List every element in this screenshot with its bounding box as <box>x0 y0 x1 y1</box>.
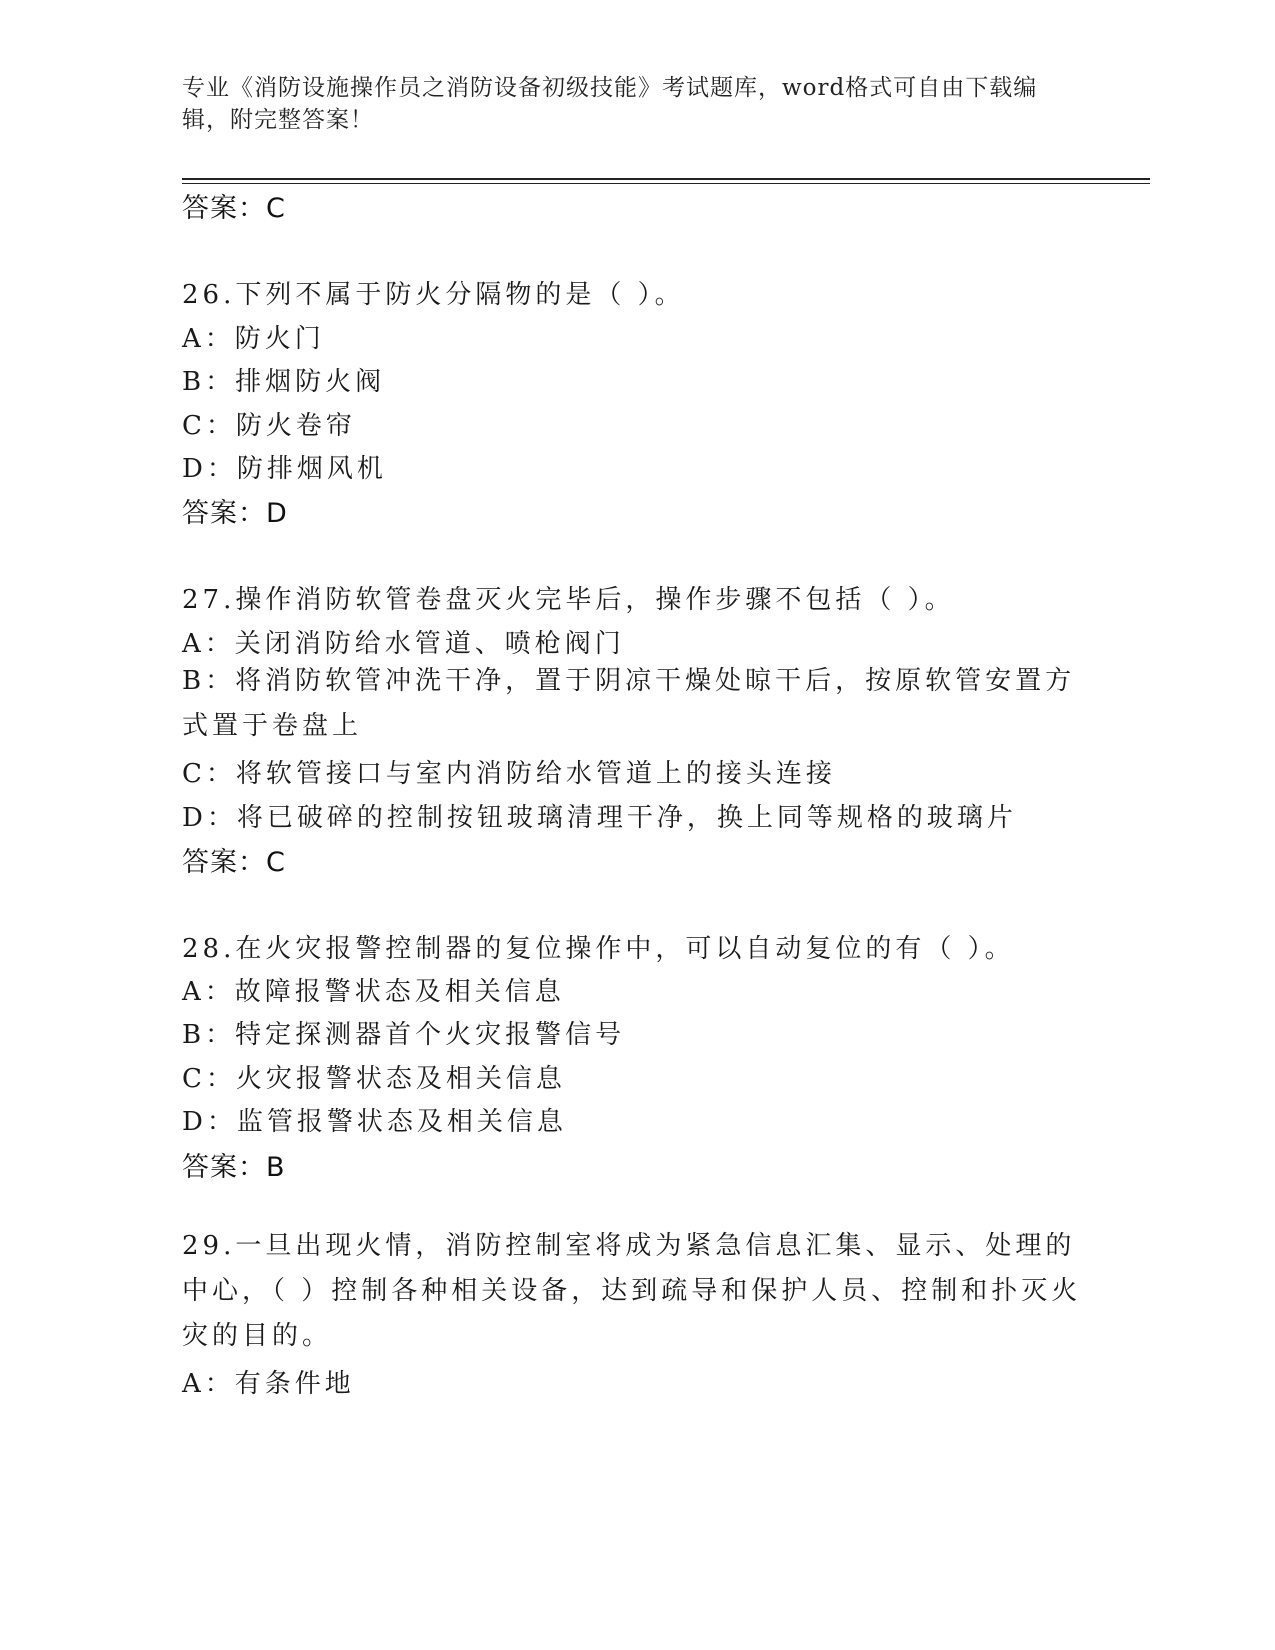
question-27-option-a: A：关闭消防给水管道、喷枪阀门 <box>182 629 625 659</box>
question-26-option-b: B：排烟防火阀 <box>182 367 386 397</box>
question-28-option-c: C：火灾报警状态及相关信息 <box>182 1064 566 1094</box>
question-26-option-d: D：防排烟风机 <box>182 454 387 484</box>
header-divider-thin <box>182 183 1150 184</box>
question-27-option-b: B：将消防软管冲洗干净，置于阴凉干燥处晾干后，按原软管安置方式置于卷盘上 <box>182 666 1076 741</box>
question-27-stem: 27.操作消防软管卷盘灭火完毕后，操作步骤不包括（ ）。 <box>182 585 955 615</box>
question-26-option-a: A：防火门 <box>182 324 325 354</box>
question-27-option-c: C：将软管接口与室内消防给水管道上的接头连接 <box>182 759 836 789</box>
question-26-answer: 答案：D <box>182 498 288 529</box>
header-divider <box>182 178 1150 180</box>
question-29-option-a: A：有条件地 <box>182 1369 355 1399</box>
question-27-answer: 答案：C <box>182 847 286 878</box>
question-28-option-a: A：故障报警状态及相关信息 <box>182 977 565 1007</box>
question-29-stem: 29.一旦出现火情，消防控制室将成为紧急信息汇集、显示、处理的中心，（ ）控制各种相关设备，达到疏导和保护人员、控制和扑灭火灾的目的。 <box>182 1231 1082 1351</box>
question-26-stem: 26.下列不属于防火分隔物的是（ ）。 <box>182 280 685 310</box>
question-28-option-b: B：特定探测器首个火灾报警信号 <box>182 1020 626 1050</box>
question-26-option-c: C：防火卷帘 <box>182 411 356 441</box>
previous-answer: 答案：C <box>182 193 286 224</box>
question-28-option-d: D：监管报警状态及相关信息 <box>182 1107 567 1137</box>
question-28-answer: 答案：B <box>182 1152 286 1183</box>
question-27-option-d: D：将已破碎的控制按钮玻璃清理干净，换上同等规格的玻璃片 <box>182 803 1017 833</box>
question-28-stem: 28.在火灾报警控制器的复位操作中，可以自动复位的有（ ）。 <box>182 934 1015 964</box>
page-header: 专业《消防设施操作员之消防设备初级技能》考试题库，word格式可自由下载编辑，附完整答案！ <box>182 75 1038 133</box>
